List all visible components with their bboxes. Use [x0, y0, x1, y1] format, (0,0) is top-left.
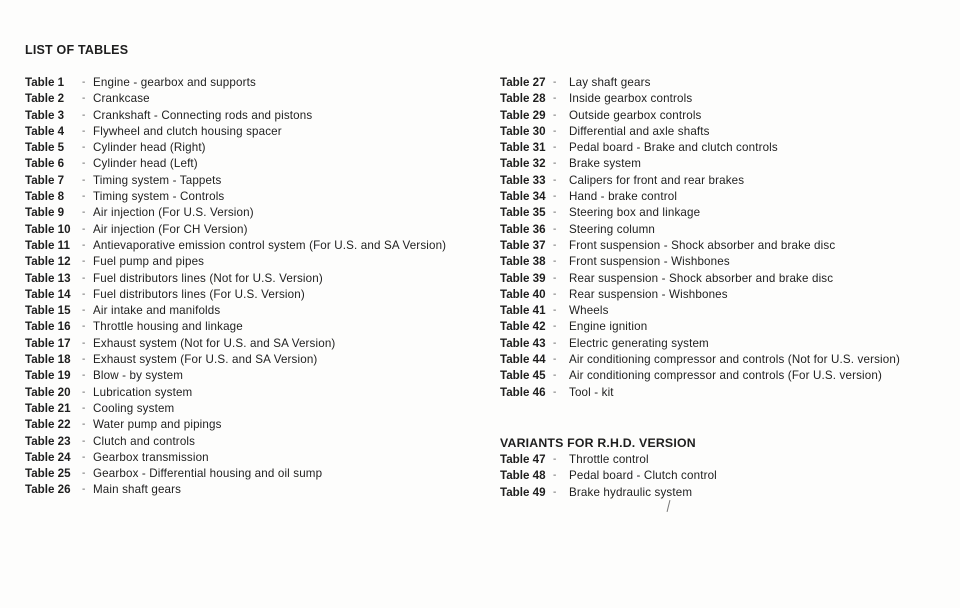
separator-dash: -	[82, 321, 86, 333]
table-number: Table 24	[25, 450, 71, 464]
table-description: Gearbox transmission	[93, 450, 209, 464]
table-description: Wheels	[569, 304, 609, 318]
table-description: Brake hydraulic system	[569, 485, 693, 499]
separator-dash: -	[553, 239, 557, 251]
table-description: Pedal board - Brake and clutch controls	[569, 141, 778, 155]
table-description: Exhaust system (For U.S. and SA Version)	[93, 353, 318, 367]
table-description: Rear suspension - Wishbones	[569, 287, 728, 301]
table-number: Table 23	[25, 434, 71, 448]
separator-dash: -	[553, 386, 557, 398]
separator-dash: -	[553, 305, 557, 317]
table-description: Rear suspension - Shock absorber and brake disc	[569, 271, 834, 285]
separator-dash: -	[553, 223, 557, 235]
table-description: Flywheel and clutch housing spacer	[93, 124, 282, 138]
separator-dash: -	[82, 354, 86, 366]
separator-dash: -	[82, 191, 86, 203]
table-number: Table 32	[500, 157, 546, 171]
table-number: Table 6	[25, 157, 65, 171]
table-description: Air injection (For CH Version)	[93, 222, 248, 236]
separator-dash: -	[82, 337, 86, 349]
table-number: Table 44	[500, 353, 546, 367]
separator-dash: -	[553, 158, 557, 170]
table-description: Gearbox - Differential housing and oil sump	[93, 467, 323, 481]
table-number: Table 25	[25, 467, 71, 481]
table-number: Table 21	[25, 401, 71, 415]
table-description: Water pump and pipings	[93, 418, 222, 432]
table-number: Table 10	[25, 222, 71, 236]
separator-dash: -	[553, 125, 557, 137]
separator-dash: -	[553, 272, 557, 284]
table-description: Antievaporative emission control system (For U.S. and SA Version)	[93, 238, 447, 252]
table-number: Table 49	[500, 485, 546, 499]
separator-dash: -	[553, 454, 557, 465]
table-number: Table 48	[500, 469, 546, 483]
separator-dash: -	[82, 125, 86, 137]
separator-dash: -	[82, 272, 86, 284]
table-description: Hand - brake control	[569, 190, 678, 204]
table-number: Table 30	[500, 124, 546, 138]
table-number: Table 20	[25, 385, 71, 399]
table-description: Steering box and linkage	[569, 206, 701, 220]
table-description: Main shaft gears	[93, 483, 182, 497]
separator-dash: -	[82, 256, 86, 268]
separator-dash: -	[553, 288, 557, 300]
separator-dash: -	[82, 158, 86, 170]
table-number: Table 33	[500, 173, 546, 187]
separator-dash: -	[82, 142, 86, 154]
separator-dash: -	[82, 239, 86, 251]
table-number: Table 15	[25, 304, 71, 318]
separator-dash: -	[553, 354, 557, 366]
page-title: LIST OF TABLES	[25, 43, 129, 57]
table-number: Table 14	[25, 287, 71, 301]
table-description: Differential and axle shafts	[569, 124, 710, 138]
table-description: Crankshaft - Connecting rods and pistons	[93, 108, 313, 122]
separator-dash: -	[82, 419, 86, 431]
table-description: Throttle housing and linkage	[93, 320, 243, 334]
table-number: Table 5	[25, 141, 65, 155]
separator-dash: -	[82, 93, 86, 105]
table-description: Front suspension - Shock absorber and brake disc	[569, 238, 836, 252]
table-description: Exhaust system (Not for U.S. and SA Version)	[93, 336, 336, 350]
separator-dash: -	[553, 77, 557, 88]
table-number: Table 47	[500, 453, 546, 466]
table-number: Table 38	[500, 255, 546, 269]
separator-dash: -	[553, 174, 557, 186]
table-description: Timing system - Controls	[93, 190, 225, 204]
table-number: Table 40	[500, 287, 546, 301]
separator-dash: -	[82, 451, 86, 463]
table-list-item	[500, 485, 696, 501]
table-description: Engine ignition	[569, 320, 648, 334]
table-description: Electric generating system	[569, 336, 709, 350]
table-description: Steering column	[569, 222, 656, 236]
table-description: Outside gearbox controls	[569, 108, 702, 122]
separator-dash: -	[553, 142, 557, 154]
separator-dash: -	[82, 402, 86, 414]
table-description: Cylinder head (Left)	[93, 157, 198, 171]
table-description: Air injection (For U.S. Version)	[93, 206, 254, 220]
table-number: Table 28	[500, 92, 546, 106]
table-number: Table 7	[25, 173, 65, 187]
table-number: Table 34	[500, 190, 546, 204]
table-number: Table 16	[25, 320, 71, 334]
pen-mark	[667, 500, 671, 512]
separator-dash: -	[82, 370, 86, 382]
table-number: Table 13	[25, 271, 71, 285]
separator-dash: -	[82, 484, 86, 496]
separator-dash: -	[82, 223, 86, 235]
table-description: Pedal board - Clutch control	[569, 469, 717, 483]
table-description: Brake system	[569, 157, 642, 171]
variants-list	[500, 452, 717, 501]
table-number: Table 17	[25, 336, 71, 350]
table-number: Table 37	[500, 238, 546, 252]
table-description: Crankcase	[93, 92, 150, 106]
separator-dash: -	[553, 321, 557, 333]
table-description: Clutch and controls	[93, 434, 196, 448]
table-description: Air conditioning compressor and controls (Not for U.S. version)	[569, 353, 900, 367]
table-description: Timing system - Tappets	[93, 173, 222, 187]
table-number: Table 9	[25, 206, 65, 220]
separator-dash: -	[82, 109, 86, 121]
table-description: Air conditioning compressor and controls (For U.S. version)	[569, 369, 882, 383]
table-number: Table 43	[500, 336, 546, 350]
table-number: Table 19	[25, 369, 71, 383]
separator-dash: -	[553, 207, 557, 219]
table-description: Inside gearbox controls	[569, 92, 693, 106]
separator-dash: -	[82, 468, 86, 480]
separator-dash: -	[82, 207, 86, 219]
separator-dash: -	[553, 93, 557, 105]
separator-dash: -	[553, 486, 557, 498]
separator-dash: -	[553, 470, 557, 482]
separator-dash: -	[553, 109, 557, 121]
separator-dash: -	[82, 305, 86, 317]
separator-dash: -	[553, 337, 557, 349]
table-description: Cooling system	[93, 401, 175, 415]
table-number: Table 1	[25, 76, 65, 89]
table-description: Fuel distributors lines (For U.S. Version)	[93, 287, 305, 301]
table-number: Table 27	[500, 76, 546, 89]
separator-dash: -	[82, 174, 86, 186]
table-number: Table 22	[25, 418, 71, 432]
table-description: Fuel pump and pipes	[93, 255, 205, 269]
table-description: Throttle control	[569, 453, 649, 466]
separator-dash: -	[553, 256, 557, 268]
separator-dash: -	[553, 191, 557, 203]
table-number: Table 4	[25, 124, 65, 138]
table-description: Lubrication system	[93, 385, 193, 399]
table-number: Table 12	[25, 255, 71, 269]
table-number: Table 29	[500, 108, 546, 122]
table-description: Air intake and manifolds	[93, 304, 221, 318]
table-number: Table 45	[500, 369, 546, 383]
table-number: Table 39	[500, 271, 546, 285]
table-description: Cylinder head (Right)	[93, 141, 206, 155]
table-list-item	[500, 452, 696, 468]
table-description: Blow - by system	[93, 369, 184, 383]
table-list-item	[500, 468, 717, 484]
table-number: Table 35	[500, 206, 546, 220]
table-number: Table 18	[25, 353, 71, 367]
table-number: Table 11	[25, 238, 70, 252]
table-description: Lay shaft gears	[569, 76, 651, 89]
separator-dash: -	[553, 370, 557, 382]
table-description: Tool - kit	[569, 385, 614, 399]
separator-dash: -	[82, 386, 86, 398]
table-description: Engine - gearbox and supports	[93, 76, 256, 89]
table-number: Table 26	[25, 483, 71, 497]
separator-dash: -	[82, 435, 86, 447]
table-description: Calipers for front and rear brakes	[569, 173, 745, 187]
table-number: Table 31	[500, 141, 546, 155]
table-number: Table 46	[500, 385, 546, 399]
separator-dash: -	[82, 77, 86, 88]
table-number: Table 41	[500, 304, 546, 318]
separator-dash: -	[82, 288, 86, 300]
table-number: Table 2	[25, 92, 65, 106]
variants-section	[500, 435, 717, 501]
table-number: Table 42	[500, 320, 546, 334]
table-number: Table 36	[500, 222, 546, 236]
table-description: Fuel distributors lines (Not for U.S. Version)	[93, 271, 323, 285]
table-number: Table 8	[25, 190, 65, 204]
table-number: Table 3	[25, 108, 65, 122]
table-description: Front suspension - Wishbones	[569, 255, 730, 269]
variants-heading: VARIANTS FOR R.H.D. VERSION	[500, 436, 696, 450]
